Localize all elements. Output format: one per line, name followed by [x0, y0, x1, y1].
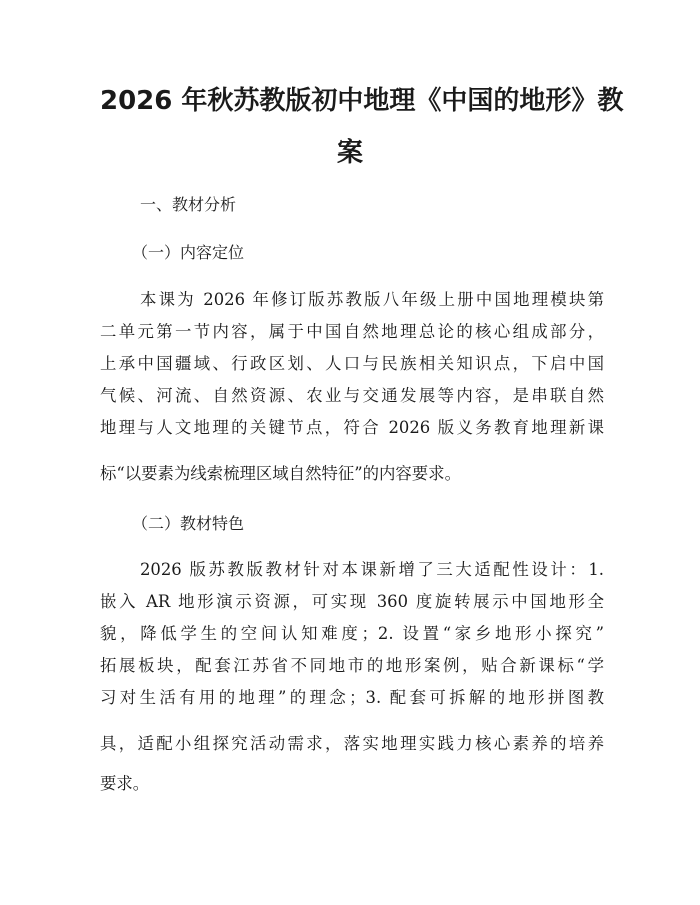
paragraph-line: 2026 版苏教版教材针对本课新增了三大适配性设计：1. [140, 560, 604, 579]
paragraph-line: 地理与人文地理的关键节点，符合 2026 版义务教育地理新课 [100, 418, 604, 437]
paragraph-line: 标“以要素为线索梳理区域自然特征”的内容要求。 [100, 464, 461, 483]
document-title-line-1: 2026 年秋苏教版初中地理《中国的地形》教 [100, 86, 624, 116]
paragraph-line: 气候、河流、自然资源、农业与交通发展等内容，是串联自然 [100, 386, 604, 405]
section-heading-textbook-analysis: 一、教材分析 [140, 195, 237, 214]
document-title-line-2: 案 [336, 138, 363, 168]
paragraph-line: 上承中国疆域、行政区划、人口与民族相关知识点，下启中国 [100, 354, 604, 373]
paragraph-line: 二单元第一节内容，属于中国自然地理总论的核心组成部分， [100, 322, 604, 341]
paragraph-line: 习对生活有用的地理”的理念；3. 配套可拆解的地形拼图教 [100, 688, 604, 707]
paragraph-line: 具，适配小组探究活动需求，落实地理实践力核心素养的培养 [100, 734, 604, 753]
subsection-heading-textbook-features: （二）教材特色 [132, 514, 245, 533]
paragraph-line: 貌，降低学生的空间认知难度；2. 设置“家乡地形小探究” [100, 624, 604, 643]
paragraph-line: 要求。 [100, 774, 150, 793]
paragraph-line: 拓展板块，配套江苏省不同地市的地形案例，贴合新课标“学 [100, 656, 604, 675]
subsection-heading-content-positioning: （一）内容定位 [132, 243, 245, 262]
paragraph-line: 嵌入 AR 地形演示资源，可实现 360 度旋转展示中国地形全 [100, 592, 604, 611]
paragraph-line: 本课为 2026 年修订版苏教版八年级上册中国地理模块第 [140, 290, 604, 309]
